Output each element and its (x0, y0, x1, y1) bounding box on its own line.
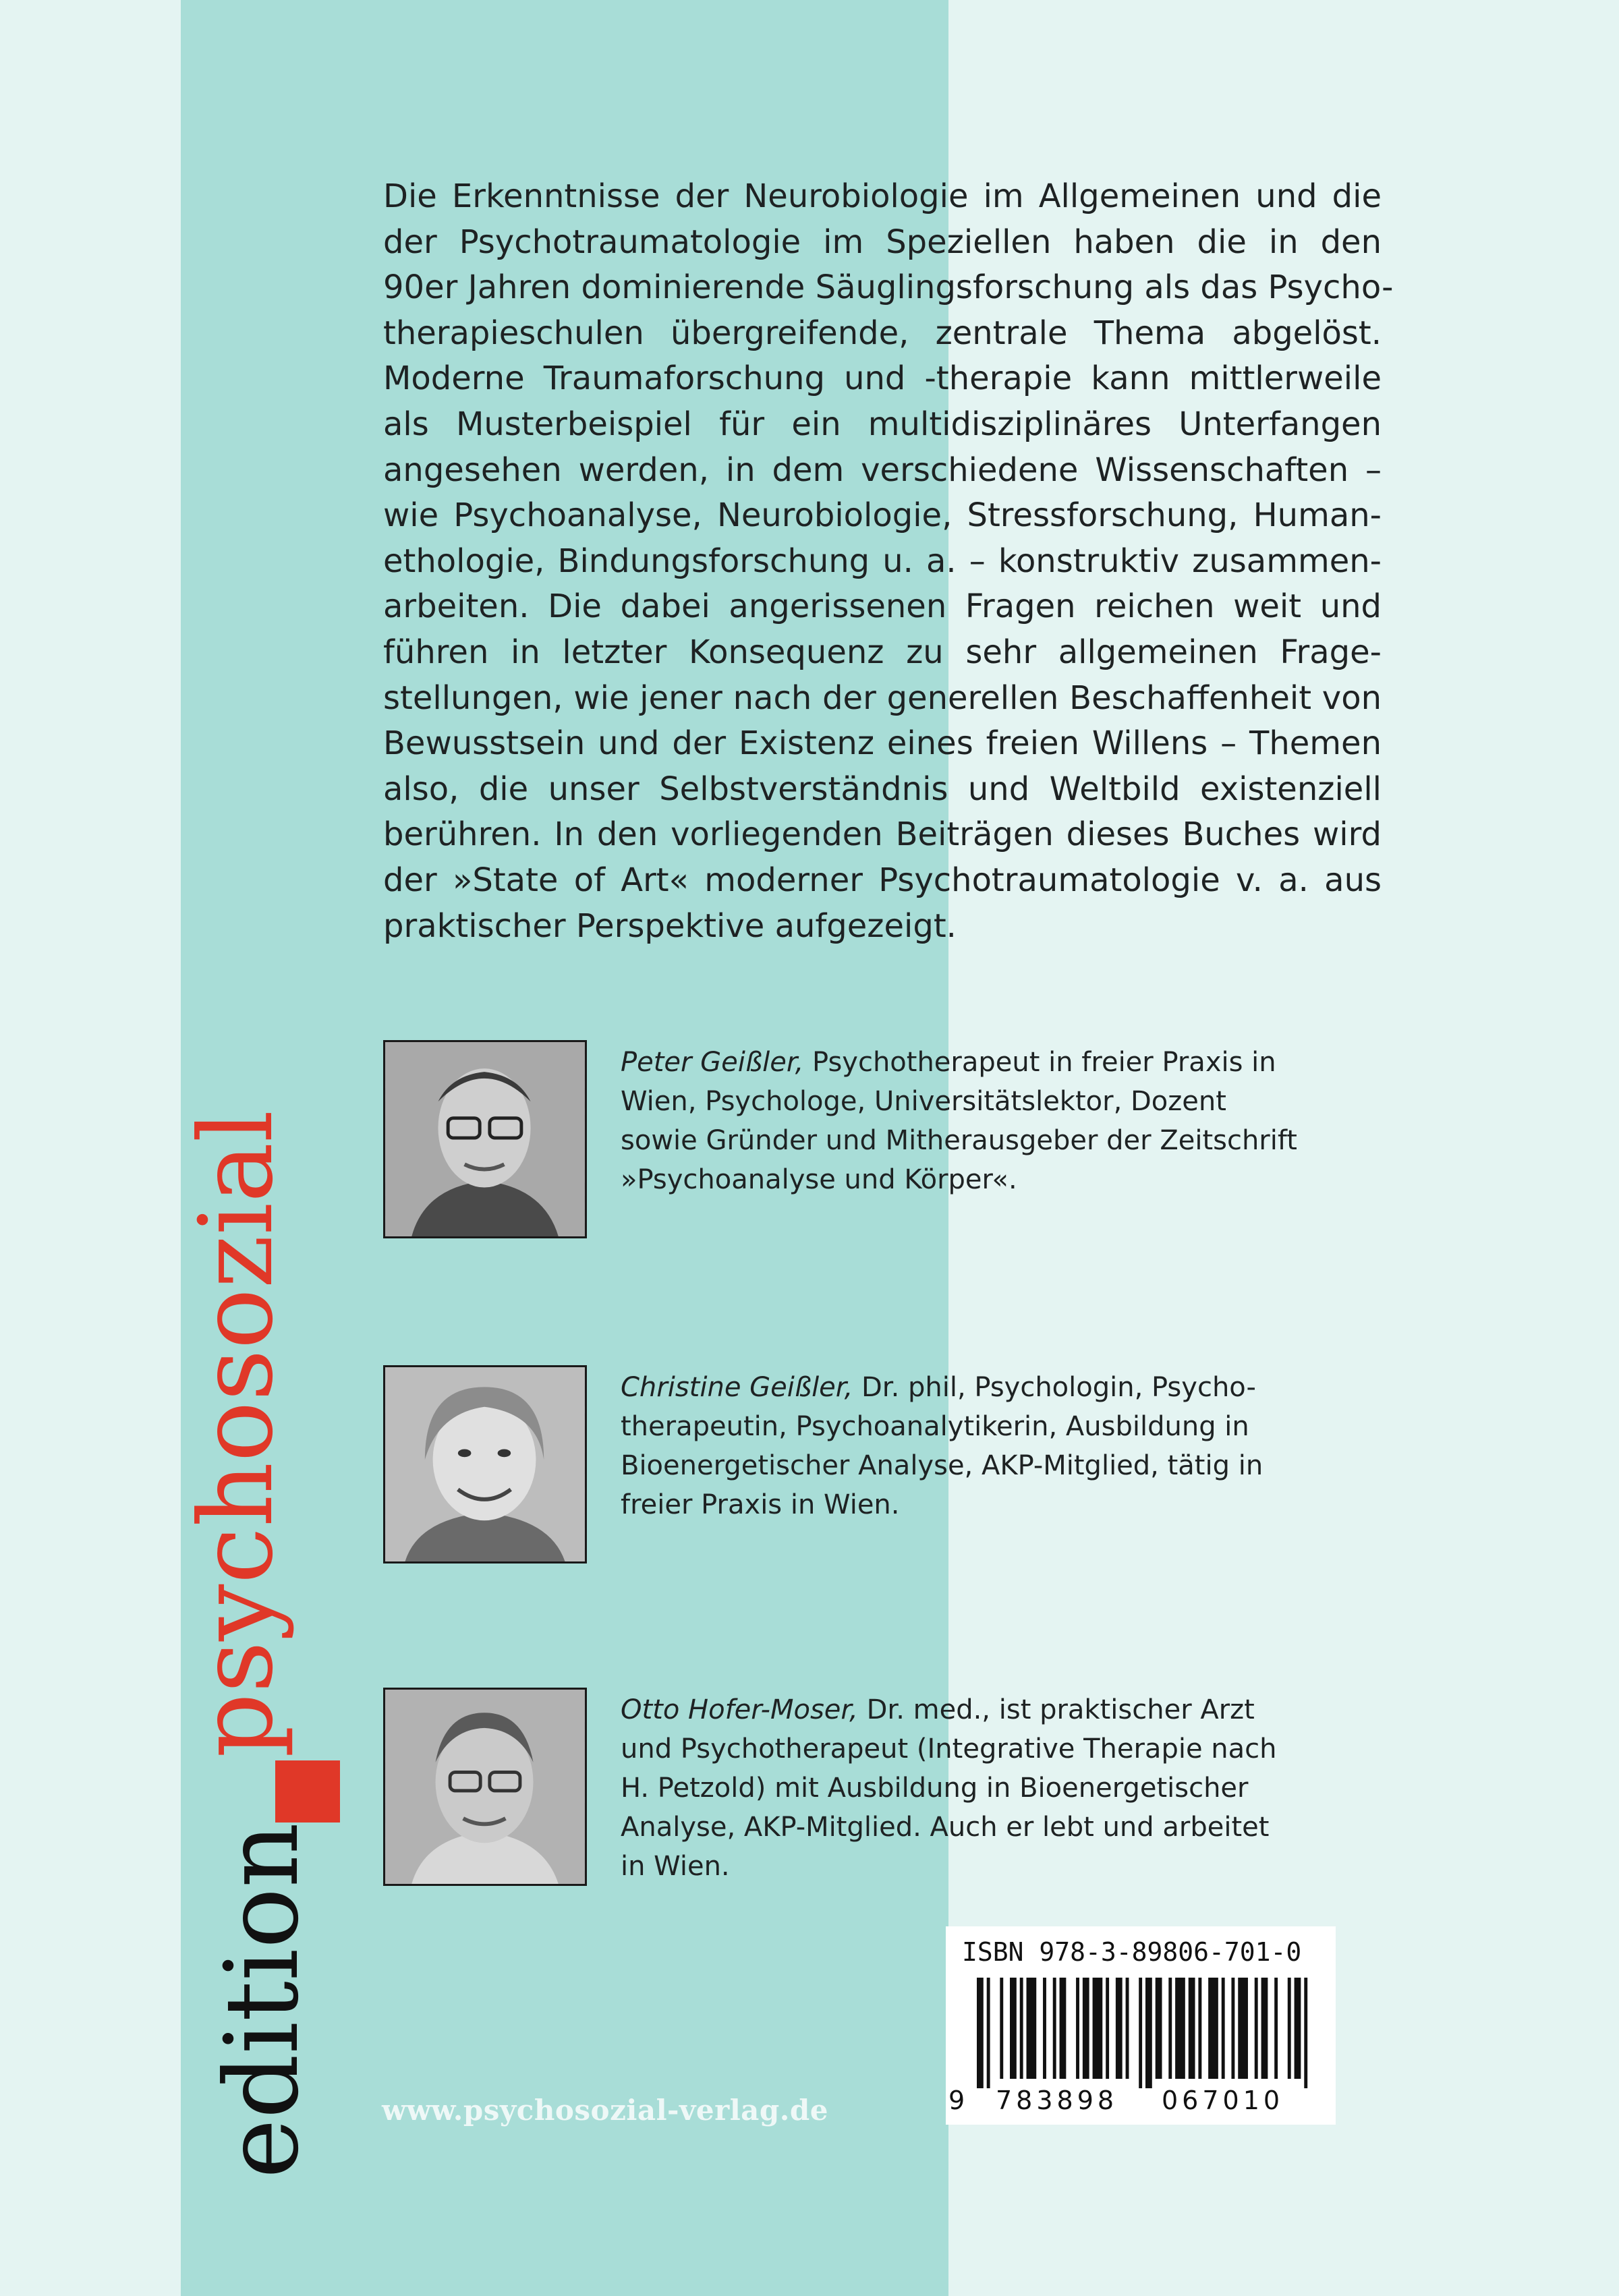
barcode-bar (1156, 1978, 1162, 2079)
blurb-line: stellungen, wie jener nach der generellen Beschaffenheit von (383, 679, 1382, 717)
blurb-line: ethologie, Bindungsforschung u. a. – konstruktiv zusammen- (383, 542, 1382, 580)
author-portrait (383, 1040, 587, 1238)
bio-line: Bioenergetischer Analyse, AKP-Mitglied, tätig in (621, 1450, 1263, 1481)
barcode-bar (1027, 1978, 1037, 2079)
isbn-barcode (946, 1926, 1336, 2125)
barcode-bar (1208, 1978, 1218, 2079)
bio-line: therapeutin, Psychoanalytikerin, Ausbildung in (621, 1411, 1249, 1442)
author-bio (621, 1368, 1356, 1524)
portrait-man-icon (385, 1690, 585, 1884)
barcode-bar (1106, 1978, 1109, 2079)
bio-line: Dr. phil, Psychologin, Psycho- (853, 1372, 1256, 1403)
author-name: Otto Hofer-Moser, (621, 1694, 858, 1725)
blurb-line: angesehen werden, in dem verschiedene Wissenschaften – (383, 451, 1382, 489)
blurb-line: Moderne Traumaforschung und -therapie kann mittlerweile (383, 360, 1382, 398)
barcode-bar (1053, 1978, 1056, 2079)
blurb-line: als Musterbeispiel für ein multidisziplinäres Unterfangen (383, 405, 1382, 443)
blurb-line: Bewusstsein und der Existenz eines freien Willens – Themen (383, 724, 1382, 763)
bio-line: »Psychoanalyse und Körper«. (621, 1164, 1017, 1195)
bio-line: Psychotherapeut in freier Praxis in (803, 1047, 1276, 1078)
publisher-logo (175, 1110, 351, 2179)
barcode-bar (1222, 1978, 1225, 2079)
blurb-line: Die Erkenntnisse der Neurobiologie im Allgemeinen und die (383, 177, 1382, 215)
author-peter-geissler (383, 1040, 1395, 1242)
barcode-bar (1139, 1978, 1142, 2088)
blurb-line: 90er Jahren dominierende Säuglingsforschung als das Psycho- (383, 268, 1394, 307)
author-bio (621, 1043, 1356, 1199)
barcode-bar (1168, 1978, 1172, 2079)
bio-line: und Psychotherapeut (Integrative Therapie nach (621, 1733, 1277, 1764)
blurb-text (383, 174, 1394, 949)
barcode-bar (1060, 1978, 1067, 2079)
barcode-bar (1231, 1978, 1234, 2079)
barcode-bar (1304, 1978, 1307, 2088)
author-name: Christine Geißler, (621, 1372, 853, 1403)
bio-line: Dr. med., ist praktischer Arzt (857, 1694, 1255, 1725)
barcode-bar (1010, 1978, 1017, 2079)
author-name: Peter Geißler, (621, 1047, 804, 1078)
blurb-line: also, die unser Selbstverständnis und Weltbild existenziell (383, 770, 1382, 808)
barcode-bar (977, 1978, 984, 2088)
bio-line: in Wien. (621, 1851, 730, 1882)
author-christine-geissler (383, 1365, 1395, 1568)
barcode-bar (1116, 1978, 1123, 2079)
barcode-bar (1126, 1978, 1129, 2079)
blurb-line: der »State of Art« moderner Psychotraumatologie v. a. aus (383, 861, 1382, 899)
blurb-line: arbeiten. Die dabei angerissenen Fragen reichen weit und (383, 587, 1382, 626)
barcode-bar (1238, 1978, 1248, 2079)
blurb-line: wie Psychoanalyse, Neurobiologie, Stressforschung, Human- (383, 496, 1382, 535)
portrait-woman-icon (385, 1367, 585, 1561)
brand-red-block (275, 1760, 340, 1823)
barcode-bar (1189, 1978, 1195, 2079)
barcode-bar (1083, 1978, 1089, 2079)
barcode-bar (1145, 1978, 1152, 2088)
blurb-line: der Psychotraumatologie im Speziellen haben die in den (383, 223, 1382, 261)
barcode-bar (1175, 1978, 1185, 2079)
ean-first-digit: 9 (948, 2086, 965, 2115)
author-portrait (383, 1688, 587, 1886)
barcode-bar (1000, 1978, 1003, 2079)
ean-left-group: 783898 (996, 2086, 1118, 2115)
bio-line: sowie Gründer und Mitherausgeber der Zeitschrift (621, 1125, 1297, 1156)
barcode-bar (987, 1978, 990, 2088)
blurb-line: führen in letzter Konsequenz zu sehr allgemeinen Frage- (383, 633, 1382, 671)
bio-line: Analyse, AKP-Mitglied. Auch er lebt und arbeitet (621, 1812, 1270, 1843)
blurb-line: berühren. In den vorliegenden Beiträgen dieses Buches wird (383, 815, 1382, 854)
author-otto-hofer-moser (383, 1688, 1395, 1890)
barcode-bar (1076, 1978, 1079, 2079)
bio-line: Wien, Psychologe, Universitätslektor, Dozent (621, 1086, 1226, 1117)
barcode-bar (1093, 1978, 1103, 2079)
brand-psychosozial: psychosozial (178, 1110, 295, 1758)
author-bio (621, 1690, 1356, 1886)
blurb-line: praktischer Perspektive aufgezeigt. (383, 907, 957, 945)
barcode-bars (977, 1978, 1314, 2088)
barcode-bar (1198, 1978, 1201, 2079)
barcode-bar (1274, 1978, 1278, 2079)
barcode-bar (1255, 1978, 1258, 2079)
bio-line: H. Petzold) mit Ausbildung in Bioenergetischer (621, 1773, 1249, 1804)
bio-line: freier Praxis in Wien. (621, 1489, 900, 1520)
isbn-text: ISBN 978-3-89806-701-0 (962, 1937, 1302, 1967)
barcode-bar (1043, 1978, 1046, 2079)
publisher-url[interactable]: www.psychosozial-verlag.de (382, 2094, 828, 2127)
blurb-line: therapieschulen übergreifende, zentrale Thema abgelöst. (383, 314, 1382, 352)
barcode-bar (1261, 1978, 1268, 2079)
portrait-man-glasses-icon (385, 1042, 585, 1236)
barcode-bar (1288, 1978, 1291, 2079)
author-portrait (383, 1365, 587, 1563)
ean-right-group: 067010 (1162, 2086, 1284, 2115)
barcode-bar (1295, 1978, 1301, 2079)
brand-edition: edition (204, 1823, 321, 2179)
barcode-bar (1020, 1978, 1023, 2079)
